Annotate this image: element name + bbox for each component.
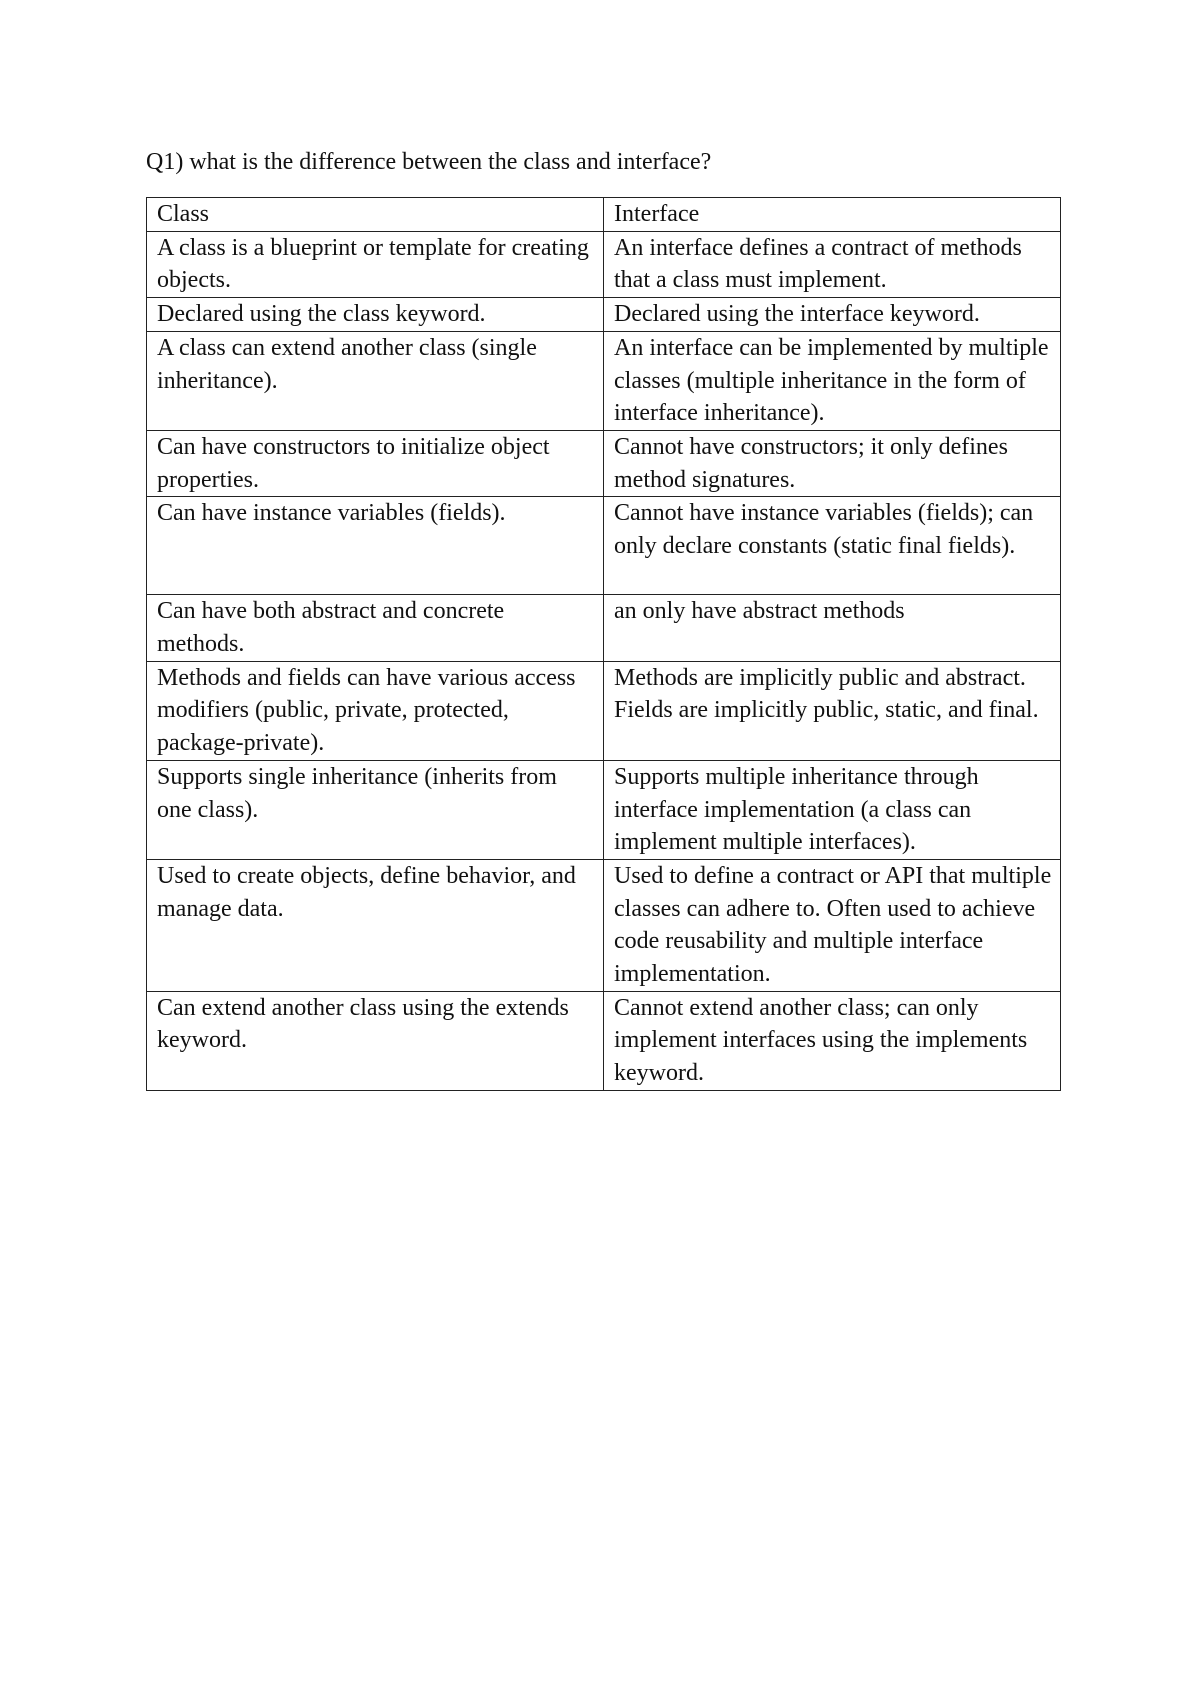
table-row bbox=[147, 760, 1061, 859]
table-row bbox=[147, 497, 1061, 595]
class-cell: Can have constructors to initialize object properties. bbox=[147, 430, 604, 496]
comparison-table bbox=[146, 197, 1061, 1091]
class-cell: Can extend another class using the extends keyword. bbox=[147, 991, 604, 1090]
interface-cell: Cannot have instance variables (fields); can only declare constants (static final fields). bbox=[604, 497, 1061, 595]
class-cell: Can have both abstract and concrete methods. bbox=[147, 595, 604, 661]
table-row bbox=[147, 430, 1061, 496]
class-cell: A class is a blueprint or template for creating objects. bbox=[147, 231, 604, 297]
class-cell: Supports single inheritance (inherits from one class). bbox=[147, 760, 604, 859]
table-row bbox=[147, 661, 1061, 760]
interface-cell: Used to define a contract or API that multiple classes can adhere to. Often used to achieve code reusability and multiple interface implementation. bbox=[604, 859, 1061, 991]
table-row bbox=[147, 231, 1061, 297]
header-class: Class bbox=[147, 198, 604, 232]
class-cell: Declared using the class keyword. bbox=[147, 298, 604, 332]
class-cell: A class can extend another class (single inheritance). bbox=[147, 331, 604, 430]
interface-cell: Declared using the interface keyword. bbox=[604, 298, 1061, 332]
interface-cell: Cannot extend another class; can only implement interfaces using the implements keyword. bbox=[604, 991, 1061, 1090]
interface-cell: An interface can be implemented by multiple classes (multiple inheritance in the form of interface inheritance). bbox=[604, 331, 1061, 430]
class-cell: Methods and fields can have various access modifiers (public, private, protected, package-private). bbox=[147, 661, 604, 760]
table-row bbox=[147, 331, 1061, 430]
table-row bbox=[147, 298, 1061, 332]
interface-cell: An interface defines a contract of methods that a class must implement. bbox=[604, 231, 1061, 297]
question-heading: Q1) what is the difference between the class and interface? bbox=[146, 149, 712, 175]
class-cell: Can have instance variables (fields). bbox=[147, 497, 604, 595]
table-row bbox=[147, 859, 1061, 991]
table-row bbox=[147, 991, 1061, 1090]
interface-cell: Cannot have constructors; it only defines method signatures. bbox=[604, 430, 1061, 496]
header-interface: Interface bbox=[604, 198, 1061, 232]
interface-cell: Supports multiple inheritance through interface implementation (a class can implement multiple interfaces). bbox=[604, 760, 1061, 859]
interface-cell: an only have abstract methods bbox=[604, 595, 1061, 661]
class-cell: Used to create objects, define behavior, and manage data. bbox=[147, 859, 604, 991]
table-header-row bbox=[147, 198, 1061, 232]
interface-cell: Methods are implicitly public and abstract. Fields are implicitly public, static, and final. bbox=[604, 661, 1061, 760]
table-row bbox=[147, 595, 1061, 661]
